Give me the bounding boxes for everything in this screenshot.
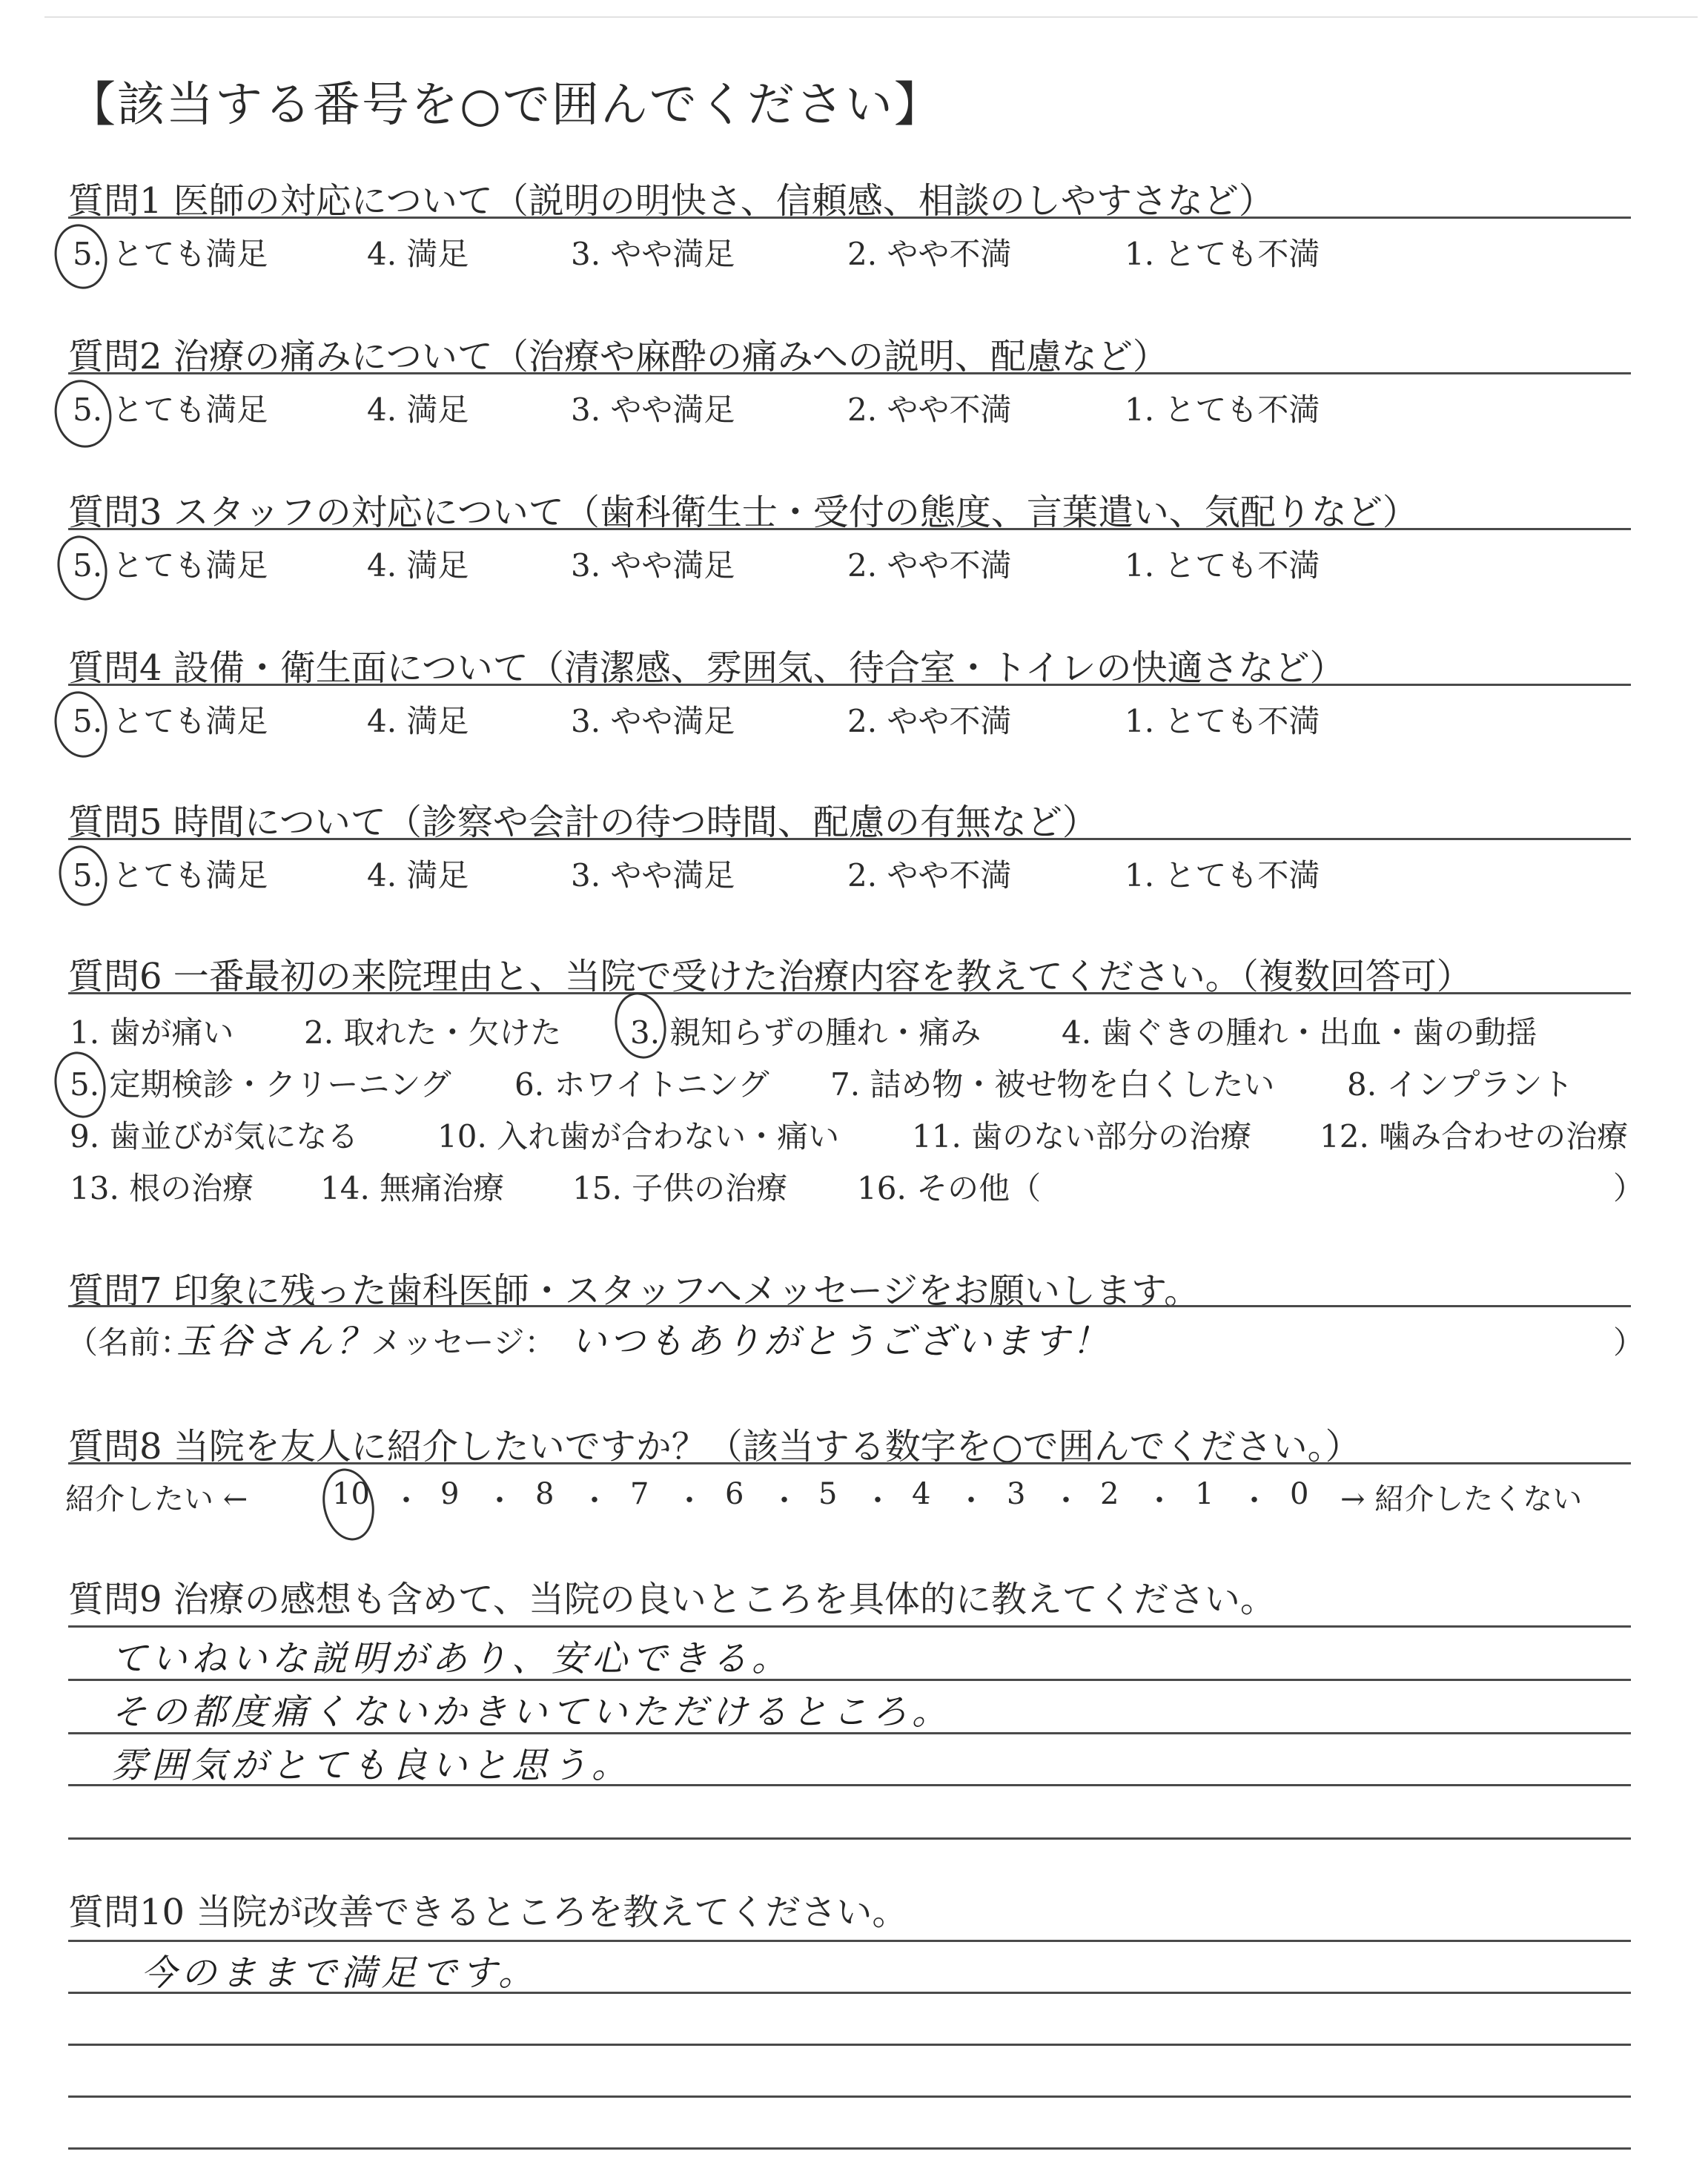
q8-right-label: → 紹介したくない [1340,1482,1583,1516]
question-7-rule [68,1305,1631,1307]
question-1: 質問1 医師の対応について（説明の明快さ、信頼感、相談のしやすさなど） [68,180,1274,222]
q7-name-value: 玉谷さん？ [176,1321,377,1362]
q4-option-1[interactable]: 1. とても不満 [1125,703,1320,739]
q9-answer-line-1: ていねいな説明があり、安心できる。 [111,1638,792,1680]
q5-option-3[interactable]: 3. やや満足 [571,857,735,894]
q6-option-9[interactable]: 9. 歯並びが気になる [70,1118,359,1155]
q1-option-4[interactable]: 4. 満足 [367,236,469,272]
q8-left-label: 紹介したい ← [65,1482,248,1516]
q3-option-1[interactable]: 1. とても不満 [1125,547,1320,584]
question-6: 質問6 一番最初の来院理由と、当院で受けた治療内容を教えてください。（複数回答可） [68,956,1472,997]
q6-option-12[interactable]: 12. 噛み合わせの治療 [1320,1118,1629,1155]
q8-scale-7[interactable]: 7 [630,1477,649,1511]
q6-option-7[interactable]: 7. 詰め物・被せ物を白くしたい [830,1066,1275,1103]
question-2: 質問2 治療の痛みについて（治療や麻酔の痛みへの説明、配慮など） [68,336,1168,377]
q6-option-15[interactable]: 15. 子供の治療 [572,1170,788,1206]
question-9: 質問9 治療の感想も含めて、当院の良いところを具体的に教えてください。 [68,1579,1276,1620]
question-1-rule [68,217,1631,219]
q5-option-4[interactable]: 4. 満足 [367,857,469,894]
question-6-rule [68,992,1631,994]
q8-separator: ・ [675,1484,704,1518]
question-10: 質問10 当院が改善できるところを教えてください。 [68,1892,908,1933]
q8-scale-3[interactable]: 3 [1007,1477,1026,1511]
q7-name-label: （名前： [67,1324,192,1361]
q6-option-13[interactable]: 13. 根の治療 [70,1170,254,1206]
q7-message-value: いつもありがとうございます！ [571,1321,1111,1362]
q1-option-1[interactable]: 1. とても不満 [1125,236,1320,272]
q2-option-2[interactable]: 2. やや不満 [847,392,1012,428]
q7-message-label: メッセージ： [371,1324,556,1361]
q4-option-5[interactable]: 5. とても満足 [73,703,268,739]
q6-option-11[interactable]: 11. 歯のない部分の治療 [912,1118,1252,1155]
q10-writing-line-3 [68,2044,1631,2046]
q1-option-5[interactable]: 5. とても満足 [73,236,268,272]
q8-separator: ・ [1145,1484,1174,1518]
q8-separator: ・ [391,1484,421,1518]
page-title: 【該当する番号を○で囲んでください】 [68,78,943,133]
q8-scale-8[interactable]: 8 [535,1477,555,1511]
question-8-rule [68,1462,1631,1464]
q6-selection-circle-5 [48,1047,111,1123]
q5-option-2[interactable]: 2. やや不満 [847,857,1012,894]
q9-answer-line-2: その都度痛くないかきいていただけるところ。 [111,1691,953,1733]
q8-separator: ・ [580,1484,609,1518]
q3-option-2[interactable]: 2. やや不満 [847,547,1012,584]
question-3: 質問3 スタッフの対応について（歯科衛生士・受付の態度、言葉遣い、気配りなど） [68,492,1418,533]
question-4-rule [68,684,1631,686]
q9-answer-line-3: 雰囲気がとても良いと思う。 [111,1745,632,1786]
q10-answer-line-1: 今のままで満足です。 [141,1952,539,1994]
q8-scale-9[interactable]: 9 [440,1477,460,1511]
q1-option-2[interactable]: 2. やや不満 [847,236,1012,272]
q8-scale-6[interactable]: 6 [725,1477,744,1511]
q7-close: ） [1613,1324,1645,1361]
q2-option-3[interactable]: 3. やや満足 [571,392,735,428]
q6-option-14[interactable]: 14. 無痛治療 [320,1170,505,1206]
q8-selection-circle [317,1464,381,1545]
q2-option-5[interactable]: 5. とても満足 [73,392,268,428]
q6-option-6[interactable]: 6. ホワイトニング [514,1066,769,1103]
q8-separator: ・ [1051,1484,1081,1518]
q8-scale-4[interactable]: 4 [912,1477,931,1511]
q9-writing-line-5 [68,1837,1631,1840]
q6-other-close: ） [1613,1170,1645,1206]
q5-option-1[interactable]: 1. とても不満 [1125,857,1320,894]
q6-option-16[interactable]: 16. その他（ [857,1170,1042,1206]
q6-option-10[interactable]: 10. 入れ歯が合わない・痛い [437,1118,840,1155]
q8-separator: ・ [769,1484,799,1518]
q6-option-8[interactable]: 8. インプラント [1347,1066,1574,1103]
question-2-rule [68,372,1631,374]
question-5: 質問5 時間について（診察や会計の待つ時間、配慮の有無など） [68,802,1098,843]
q10-writing-line-1 [68,1940,1631,1942]
q2-option-4[interactable]: 4. 満足 [367,392,469,428]
q8-scale-0[interactable]: 0 [1290,1477,1309,1511]
q6-option-4[interactable]: 4. 歯ぐきの腫れ・出血・歯の動揺 [1062,1014,1537,1051]
q3-option-5[interactable]: 5. とても満足 [73,547,268,584]
q10-writing-line-4 [68,2095,1631,2098]
q8-scale-5[interactable]: 5 [818,1477,838,1511]
top-edge-line [44,16,1698,18]
q8-separator: ・ [956,1484,986,1518]
question-4: 質問4 設備・衛生面について（清潔感、雰囲気、待合室・トイレの快適さなど） [68,647,1345,689]
q8-scale-10[interactable]: 10 [332,1477,370,1511]
q6-option-3[interactable]: 3. 親知らずの腫れ・痛み [630,1014,982,1051]
q6-option-1[interactable]: 1. 歯が痛い [70,1014,234,1051]
question-3-rule [68,528,1631,530]
q2-option-1[interactable]: 1. とても不満 [1125,392,1320,428]
q3-option-4[interactable]: 4. 満足 [367,547,469,584]
q8-scale-2[interactable]: 2 [1100,1477,1119,1511]
q1-option-3[interactable]: 3. やや満足 [571,236,735,272]
question-5-rule [68,838,1631,840]
q8-separator: ・ [1239,1484,1269,1518]
q6-option-5[interactable]: 5. 定期検診・クリーニング [70,1066,451,1103]
q8-separator: ・ [863,1484,893,1518]
q4-option-3[interactable]: 3. やや満足 [571,703,735,739]
q6-option-2[interactable]: 2. 取れた・欠けた [304,1014,562,1051]
q3-option-3[interactable]: 3. やや満足 [571,547,735,584]
q4-option-4[interactable]: 4. 満足 [367,703,469,739]
q9-writing-line-1 [68,1625,1631,1628]
q8-separator: ・ [485,1484,514,1518]
q8-scale-1[interactable]: 1 [1195,1477,1214,1511]
question-8: 質問8 当院を友人に紹介したいですか？（該当する数字を○で囲んでください。） [68,1426,1361,1467]
q5-option-5[interactable]: 5. とても満足 [73,857,268,894]
q4-option-2[interactable]: 2. やや不満 [847,703,1012,739]
question-7: 質問7 印象に残った歯科医師・スタッフへメッセージをお願いします。 [68,1270,1200,1312]
q10-writing-line-5 [68,2147,1631,2150]
